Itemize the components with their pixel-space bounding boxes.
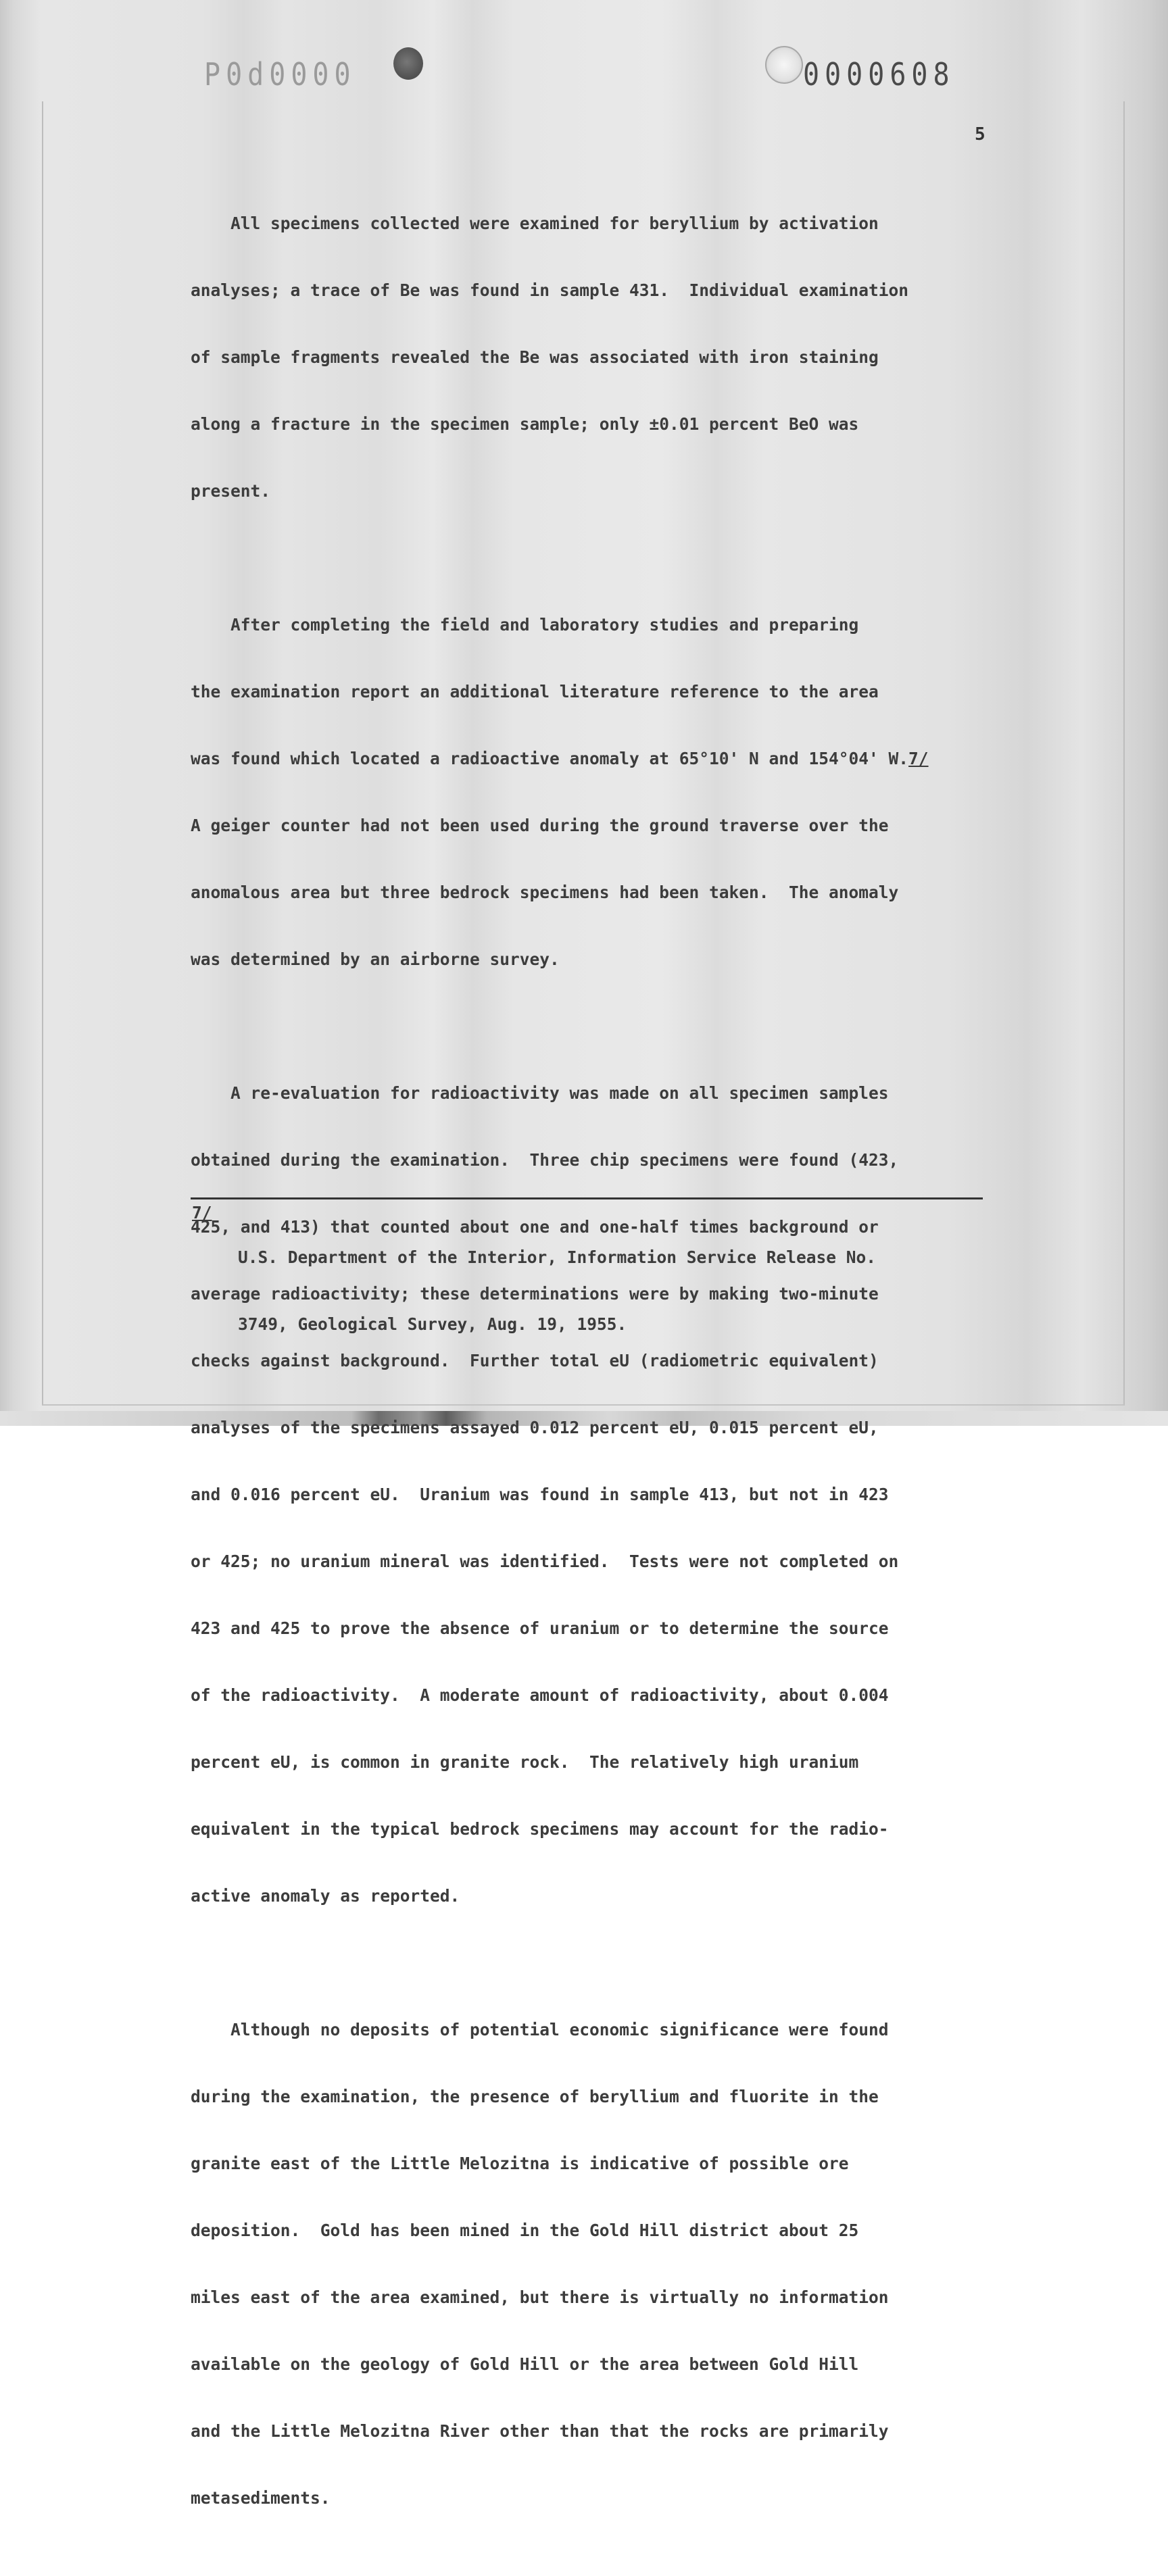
text-line: A re-evaluation for radioactivity was made on all specimen samples bbox=[191, 1083, 889, 1103]
text-line: Although no deposits of potential economic significance were found bbox=[191, 2020, 889, 2039]
text-line: or 425; no uranium mineral was identified. Tests were not completed on bbox=[191, 1552, 899, 1571]
text-line: analyses; a trace of Be was found in sample 431. Individual examination bbox=[191, 280, 909, 300]
text-line: checks against background. Further total eU (radiometric equivalent) bbox=[191, 1351, 879, 1370]
footnote-reference: 7/ bbox=[908, 749, 929, 768]
text-line: anomalous area but three bedrock specimens had been taken. The anomaly bbox=[191, 883, 899, 902]
text-line: After completing the field and laboratory studies and preparing bbox=[191, 615, 859, 635]
paragraph-4 bbox=[191, 1974, 1002, 2554]
text-line: active anomaly as reported. bbox=[191, 1886, 460, 1906]
text-line: deposition. Gold has been mined in the Gold Hill district about 25 bbox=[191, 2221, 859, 2240]
paragraph-3 bbox=[191, 1037, 1002, 1952]
text-line: granite east of the Little Melozitna is indicative of possible ore bbox=[191, 2154, 849, 2173]
text-line: along a fracture in the specimen sample; only ±0.01 percent BeO was bbox=[191, 414, 859, 434]
text-line: during the examination, the presence of beryllium and fluorite in the bbox=[191, 2087, 879, 2106]
text-line: equivalent in the typical bedrock specimens may account for the radio- bbox=[191, 1819, 889, 1839]
text-line: and 0.016 percent eU. Uranium was found in sample 413, but not in 423 bbox=[191, 1485, 889, 1504]
text-line: percent eU, is common in granite rock. The relatively high uranium bbox=[191, 1752, 859, 1772]
paragraph-2 bbox=[191, 569, 1002, 1015]
text-line: A geiger counter had not been used during the ground traverse over the bbox=[191, 816, 889, 835]
paragraph-1 bbox=[191, 168, 1002, 547]
text-line: of the radioactivity. A moderate amount of radioactivity, about 0.004 bbox=[191, 1685, 889, 1705]
text-line: analyses of the specimens assayed 0.012 percent eU, 0.015 percent eU, bbox=[191, 1418, 879, 1437]
footnote-marker: 7/ bbox=[192, 1203, 212, 1222]
stamp-left: P0d0000 bbox=[204, 57, 356, 93]
text-line: the examination report an additional literature reference to the area bbox=[191, 682, 879, 701]
text-line: and the Little Melozitna River other than that the rocks are primarily bbox=[191, 2421, 889, 2441]
text-line: miles east of the area examined, but there is virtually no information bbox=[191, 2287, 889, 2307]
text-line: 423 and 425 to prove the absence of uranium or to determine the source bbox=[191, 1618, 889, 1638]
text-line: 3749, Geological Survey, Aug. 19, 1955. bbox=[238, 1314, 627, 1334]
footnote-text bbox=[238, 1202, 876, 1380]
text-line: available on the geology of Gold Hill or the area between Gold Hill bbox=[191, 2354, 859, 2374]
text-line: U.S. Department of the Interior, Information Service Release No. bbox=[238, 1247, 877, 1267]
punch-hole-icon bbox=[765, 46, 803, 84]
text-line: average radioactivity; these determinations were by making two-minute bbox=[191, 1284, 879, 1304]
text-line: All specimens collected were examined for beryllium by activation bbox=[191, 214, 879, 233]
text-line: present. bbox=[191, 481, 271, 501]
text-line: metasediments. bbox=[191, 2488, 331, 2508]
page-number: 5 bbox=[975, 124, 986, 145]
footnote-divider bbox=[191, 1197, 983, 1199]
text-line: 425, and 413) that counted about one and one-half times background or bbox=[191, 1217, 879, 1237]
punch-hole-icon bbox=[393, 47, 423, 80]
text-line: of sample fragments revealed the Be was associated with iron staining bbox=[191, 347, 879, 367]
text-line: obtained during the examination. Three chip specimens were found (423, bbox=[191, 1150, 899, 1170]
text-line: was determined by an airborne survey. bbox=[191, 949, 560, 969]
text-line bbox=[191, 747, 1002, 770]
text-line-content: was found which located a radioactive anomaly at 65°10' N and 154°04' W. bbox=[191, 749, 909, 768]
stamp-right: 0000608 bbox=[803, 57, 955, 93]
